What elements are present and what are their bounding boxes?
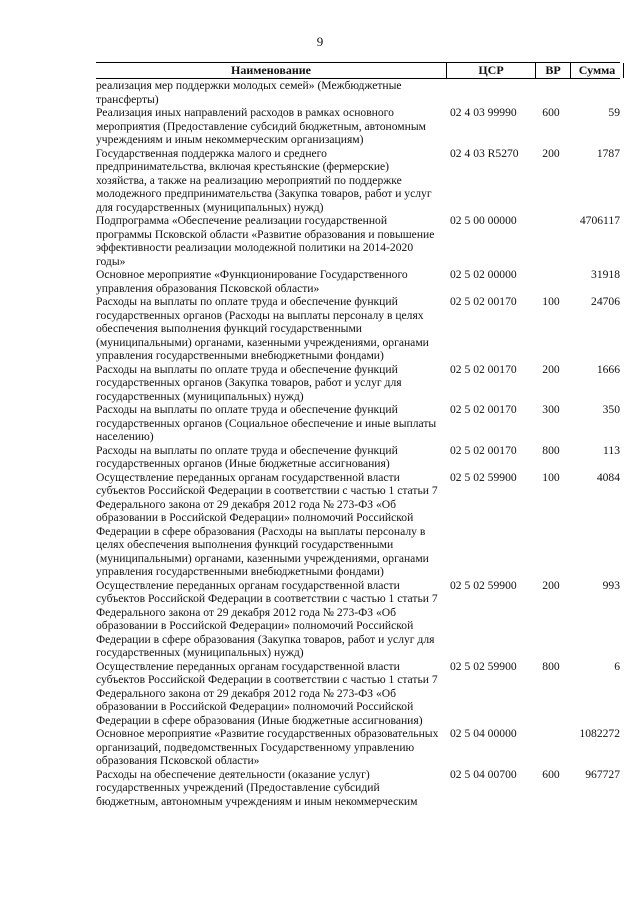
page-number: 9 — [316, 34, 324, 49]
row-sum: 24706 — [591, 295, 620, 308]
row-name: Осуществление переданных органам государственной власти субъектов Российской Федерации в соответствии с частью 1 статьи 7 Федерального закона от 29 декабря 2012 года № 273-ФЗ «Об образовании в Российской Федерации» полномочий Российской Федерации в сфере образования (Расходы на выплаты персоналу в целях обеспечения выполнения функций государственными (муниципальными) органами, казенными учреждениями, органами управления государственными внебюджетными фондами) — [96, 470, 438, 578]
row-vr — [534, 727, 568, 768]
row-vr: 200 — [542, 362, 560, 376]
row-csr — [446, 79, 534, 106]
row-csr: 02 5 04 00700 — [450, 767, 517, 781]
row-sum: 967727 — [585, 767, 620, 781]
row-name: Основное мероприятие «Развитие государственных образовательных организаций, подведомственных Государственному управлению образования Псковской области» — [96, 727, 439, 767]
header-vr: ВР — [535, 63, 570, 78]
row-sum: 31918 — [591, 268, 620, 281]
table-row — [96, 471, 620, 579]
table-row — [96, 444, 620, 471]
row-csr: 02 5 02 59900 — [450, 470, 517, 484]
row-name: Расходы на выплаты по оплате труда и обеспечение функций государственных органов (Социальное обеспечение и иные выплаты населению) — [96, 403, 437, 443]
budget-table — [96, 62, 620, 808]
row-name: Осуществление переданных органам государственной власти субъектов Российской Федерации в соответствии с частью 1 статьи 7 Федерального закона от 29 декабря 2012 года № 273-ФЗ «Об образовании в Российской Федерации» полномочий Российской Федерации в сфере образования (Закупка товаров, работ и услуг для государственных (муниципальных) нужд) — [96, 578, 438, 659]
row-name: Государственная поддержка малого и среднего предпринимательства, включая крестьянские (фермерские) хозяйства, а также на реализацию мероприятий по поддержке молодежного предпринимательства (Закупка товаров, работ и услуг для государственных (муниципальных) нужд) — [96, 146, 432, 214]
row-sum: 993 — [602, 578, 620, 592]
row-csr: 02 5 02 00170 — [450, 403, 517, 416]
table-row — [96, 579, 620, 660]
row-sum: 4084 — [596, 470, 620, 484]
table-body — [96, 79, 620, 808]
row-vr: 100 — [542, 470, 560, 484]
row-csr: 02 5 02 00170 — [450, 362, 517, 376]
row-sum: 1666 — [596, 362, 620, 376]
row-vr: 300 — [542, 403, 560, 416]
row-vr — [534, 79, 568, 106]
row-csr: 02 5 02 00170 — [450, 295, 517, 308]
table-row — [96, 295, 620, 363]
row-vr: 100 — [542, 295, 560, 308]
row-vr — [534, 214, 568, 268]
row-sum: 1082272 — [579, 727, 620, 740]
table-row — [96, 106, 620, 147]
header-sum: Сумма — [570, 63, 624, 78]
table-row — [96, 768, 620, 809]
table-row — [96, 268, 620, 295]
row-name: реализация мер поддержки молодых семей» (Межбюджетные трансферты) — [96, 79, 402, 106]
row-csr: 02 4 03 R5270 — [450, 146, 519, 160]
row-vr: 800 — [542, 659, 560, 673]
row-csr: 02 5 02 59900 — [450, 659, 517, 673]
table-header — [96, 62, 620, 79]
row-csr: 02 4 03 99990 — [450, 106, 517, 119]
row-name: Реализация иных направлений расходов в рамках основного мероприятия (Предоставление субсидий бюджетным, автономным учреждениям и иным некоммерческим организациям) — [96, 106, 426, 146]
row-sum: 350 — [602, 403, 620, 416]
table-row — [96, 214, 620, 268]
header-csr: ЦСР — [446, 63, 535, 78]
row-sum: 59 — [608, 106, 620, 119]
row-csr: 02 5 02 00000 — [450, 268, 517, 281]
row-name: Осуществление переданных органам государственной власти субъектов Российской Федерации в соответствии с частью 1 статьи 7 Федерального закона от 29 декабря 2012 года № 273-ФЗ «Об образовании в Российской Федерации» полномочий Российской Федерации в сфере образования (Иные бюджетные ассигнования) — [96, 659, 438, 727]
row-vr: 200 — [542, 578, 560, 592]
row-csr: 02 5 02 00170 — [450, 443, 517, 457]
row-csr: 02 5 02 59900 — [450, 578, 517, 592]
row-name: Расходы на выплаты по оплате труда и обеспечение функций государственных органов (Закупка товаров, работ и услуг для государственных (муниципальных) нужд) — [96, 362, 402, 403]
table-row — [96, 727, 620, 768]
row-csr: 02 5 00 00000 — [450, 214, 517, 227]
row-vr: 600 — [542, 767, 560, 781]
row-vr: 600 — [542, 106, 560, 119]
row-sum: 4706117 — [579, 214, 620, 227]
table-row — [96, 660, 620, 728]
row-name: Основное мероприятие «Функционирование Государственного управления образования Псковской области» — [96, 268, 408, 295]
table-row — [96, 403, 620, 444]
row-sum: 6 — [614, 659, 620, 673]
header-name: Наименование — [231, 63, 311, 77]
row-vr: 800 — [542, 443, 560, 457]
table-row — [96, 363, 620, 404]
row-sum: 1787 — [596, 146, 620, 160]
row-sum — [568, 79, 620, 106]
table-row — [96, 79, 620, 106]
row-name: Подпрограмма «Обеспечение реализации государственной программы Псковской области «Развитие образования и повышение эффективности реализации молодежной политики на 2014-2020 годы» — [96, 214, 435, 268]
row-vr — [534, 268, 568, 295]
row-name: Расходы на выплаты по оплате труда и обеспечение функций государственных органов (Иные бюджетные ассигнования) — [96, 443, 398, 470]
table-row — [96, 147, 620, 215]
row-vr: 200 — [542, 146, 560, 160]
row-name: Расходы на обеспечение деятельности (оказание услуг) государственных учреждений (Предоставление субсидий бюджетным, автономным учреждениям и иным некоммерческим — [96, 767, 418, 808]
row-name: Расходы на выплаты по оплате труда и обеспечение функций государственных органов (Расходы на выплаты персоналу в целях обеспечения выполнения функций государственными (муниципальными) органами, казенными учреждениями, органами управления государственными внебюджетными фондами) — [96, 295, 429, 362]
row-sum: 113 — [603, 443, 620, 457]
row-csr: 02 5 04 00000 — [450, 727, 517, 740]
